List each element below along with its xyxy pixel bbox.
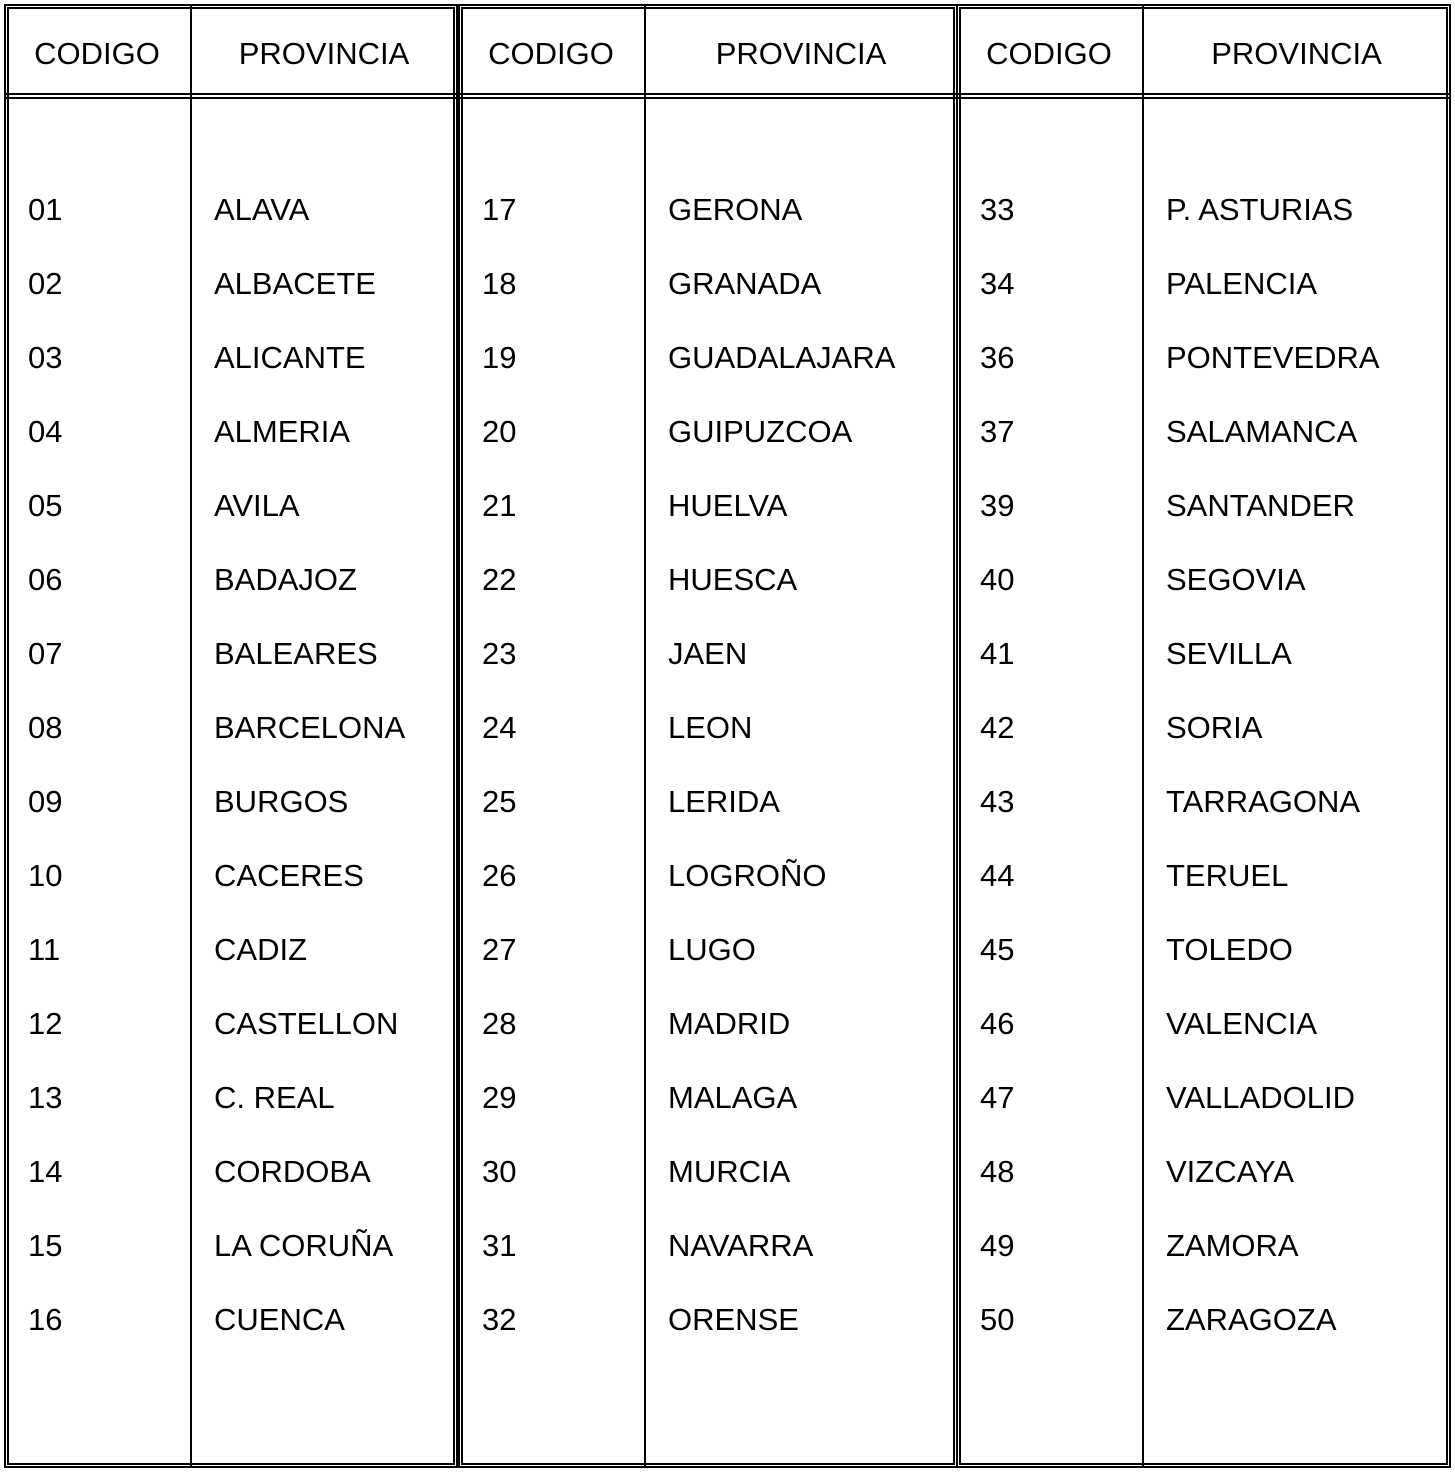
province-code: 16 (28, 1302, 63, 1337)
province-name: MURCIA (668, 1154, 791, 1189)
province-code: 42 (980, 710, 1015, 745)
table-row (956, 264, 1451, 304)
table-row (4, 338, 458, 378)
province-code: 46 (980, 1006, 1015, 1041)
province-name: ALAVA (214, 192, 310, 227)
province-name: ORENSE (668, 1302, 799, 1337)
province-code: 30 (482, 1154, 517, 1189)
province-code: 07 (28, 636, 63, 671)
table-row (956, 190, 1451, 230)
table-row (956, 930, 1451, 970)
province-code: 28 (482, 1006, 517, 1041)
province-code: 15 (28, 1228, 63, 1263)
province-code: 02 (28, 266, 63, 301)
table-row (956, 1078, 1451, 1118)
header-provincia: PROVINCIA (715, 36, 887, 71)
province-name: GERONA (668, 192, 803, 227)
table-row (4, 560, 458, 600)
province-code: 21 (482, 488, 517, 523)
province-name: LERIDA (668, 784, 780, 819)
province-name: VIZCAYA (1166, 1154, 1295, 1189)
province-code: 34 (980, 266, 1015, 301)
province-name: GRANADA (668, 266, 822, 301)
header-provincia: PROVINCIA (1211, 36, 1382, 71)
province-name: GUIPUZCOA (668, 414, 853, 449)
province-name: C. REAL (214, 1080, 335, 1115)
province-name: CORDOBA (214, 1154, 371, 1189)
province-name: PALENCIA (1166, 266, 1318, 301)
province-code: 24 (482, 710, 517, 745)
province-name: VALENCIA (1166, 1006, 1318, 1041)
province-name: MALAGA (668, 1080, 798, 1115)
province-name: ALBACETE (214, 266, 376, 301)
table-row (956, 560, 1451, 600)
table-row (458, 856, 958, 896)
province-name: LEON (668, 710, 753, 745)
province-name: ZARAGOZA (1166, 1302, 1337, 1337)
table-row (4, 190, 458, 230)
province-code: 50 (980, 1302, 1015, 1337)
province-code: 06 (28, 562, 63, 597)
table-row (956, 782, 1451, 822)
table-row (458, 1226, 958, 1266)
table-row (4, 1152, 458, 1192)
table-row (458, 1152, 958, 1192)
province-name: LOGROÑO (668, 858, 827, 893)
table-row (4, 930, 458, 970)
province-code: 45 (980, 932, 1015, 967)
header-rule (4, 93, 458, 95)
table-panel-2 (458, 4, 958, 1468)
province-code: 20 (482, 414, 517, 449)
province-code: 47 (980, 1080, 1015, 1115)
table-row (458, 264, 958, 304)
province-name: ZAMORA (1166, 1228, 1299, 1263)
header-codigo: CODIGO (488, 36, 614, 71)
province-code: 12 (28, 1006, 63, 1041)
province-code: 09 (28, 784, 63, 819)
table-row (4, 856, 458, 896)
table-row (956, 486, 1451, 526)
province-code: 04 (28, 414, 63, 449)
province-code: 32 (482, 1302, 517, 1337)
province-name: CUENCA (214, 1302, 345, 1337)
table-row (458, 338, 958, 378)
header-rule-inner (956, 97, 1451, 99)
table-panel-1 (4, 4, 458, 1468)
header-codigo: CODIGO (986, 36, 1112, 71)
table-row (4, 1078, 458, 1118)
province-code: 14 (28, 1154, 63, 1189)
table-row (956, 708, 1451, 748)
table-row (458, 1004, 958, 1044)
province-name: CASTELLON (214, 1006, 399, 1041)
province-name: MADRID (668, 1006, 791, 1041)
province-name: TERUEL (1166, 858, 1289, 893)
table-row (4, 634, 458, 674)
province-name: BALEARES (214, 636, 378, 671)
province-code: 27 (482, 932, 517, 967)
table-row (4, 1226, 458, 1266)
province-code: 41 (980, 636, 1015, 671)
table-panel-3 (956, 4, 1451, 1468)
province-code: 31 (482, 1228, 517, 1263)
province-code: 11 (28, 932, 61, 967)
table-row (4, 1300, 458, 1340)
province-name: SORIA (1166, 710, 1263, 745)
province-code: 03 (28, 340, 63, 375)
header-rule-inner (458, 97, 958, 99)
province-name: TARRAGONA (1166, 784, 1361, 819)
table-row (458, 486, 958, 526)
province-name: BADAJOZ (214, 562, 357, 597)
table-row (4, 782, 458, 822)
province-code: 44 (980, 858, 1015, 893)
province-code: 33 (980, 192, 1015, 227)
table-row (956, 338, 1451, 378)
province-code: 10 (28, 858, 63, 893)
table-row (4, 264, 458, 304)
province-code: 22 (482, 562, 517, 597)
province-name: ALICANTE (214, 340, 366, 375)
province-code: 40 (980, 562, 1015, 597)
province-code: 26 (482, 858, 517, 893)
table-row (458, 708, 958, 748)
province-name: BURGOS (214, 784, 349, 819)
province-name: GUADALAJARA (668, 340, 896, 375)
table-row (458, 930, 958, 970)
province-name: SEGOVIA (1166, 562, 1306, 597)
province-code: 08 (28, 710, 63, 745)
header-provincia: PROVINCIA (238, 36, 410, 71)
province-code: 01 (28, 192, 63, 227)
table-row (4, 486, 458, 526)
table-row (458, 1300, 958, 1340)
province-name: SALAMANCA (1166, 414, 1358, 449)
table-row (956, 1300, 1451, 1340)
table-row (4, 1004, 458, 1044)
province-code: 17 (482, 192, 517, 227)
province-code: 19 (482, 340, 517, 375)
header-rule (458, 93, 958, 95)
province-code: 18 (482, 266, 517, 301)
table-row (4, 708, 458, 748)
province-name: SANTANDER (1166, 488, 1355, 523)
table-row (956, 412, 1451, 452)
province-name: P. ASTURIAS (1166, 192, 1354, 227)
table-row (4, 412, 458, 452)
table-row (458, 782, 958, 822)
province-name: CACERES (214, 858, 364, 893)
province-code: 29 (482, 1080, 517, 1115)
header-codigo: CODIGO (34, 36, 160, 71)
table-row (956, 856, 1451, 896)
province-code: 23 (482, 636, 517, 671)
province-code: 39 (980, 488, 1015, 523)
province-code: 13 (28, 1080, 63, 1115)
table-row (458, 560, 958, 600)
province-code: 49 (980, 1228, 1015, 1263)
province-name: VALLADOLID (1166, 1080, 1355, 1115)
province-code: 05 (28, 488, 63, 523)
province-name: ALMERIA (214, 414, 351, 449)
province-name: SEVILLA (1166, 636, 1292, 671)
province-name: CADIZ (214, 932, 307, 967)
table-row (458, 190, 958, 230)
table-row (458, 634, 958, 674)
province-name: JAEN (668, 636, 748, 671)
province-code: 43 (980, 784, 1015, 819)
table-row (956, 1004, 1451, 1044)
province-name: BARCELONA (214, 710, 406, 745)
province-name: HUESCA (668, 562, 798, 597)
table-row (458, 412, 958, 452)
province-code: 48 (980, 1154, 1015, 1189)
province-code: 25 (482, 784, 517, 819)
table-row (458, 1078, 958, 1118)
province-name: PONTEVEDRA (1166, 340, 1380, 375)
province-name: NAVARRA (668, 1228, 814, 1263)
table-row (956, 1226, 1451, 1266)
header-rule (956, 93, 1451, 95)
province-code: 36 (980, 340, 1015, 375)
header-rule-inner (4, 97, 458, 99)
province-name: AVILA (214, 488, 300, 523)
table-row (956, 1152, 1451, 1192)
province-name: LUGO (668, 932, 756, 967)
table-row (956, 634, 1451, 674)
province-code: 37 (980, 414, 1015, 449)
province-name: LA CORUÑA (214, 1228, 394, 1263)
province-name: TOLEDO (1166, 932, 1293, 967)
province-name: HUELVA (668, 488, 788, 523)
